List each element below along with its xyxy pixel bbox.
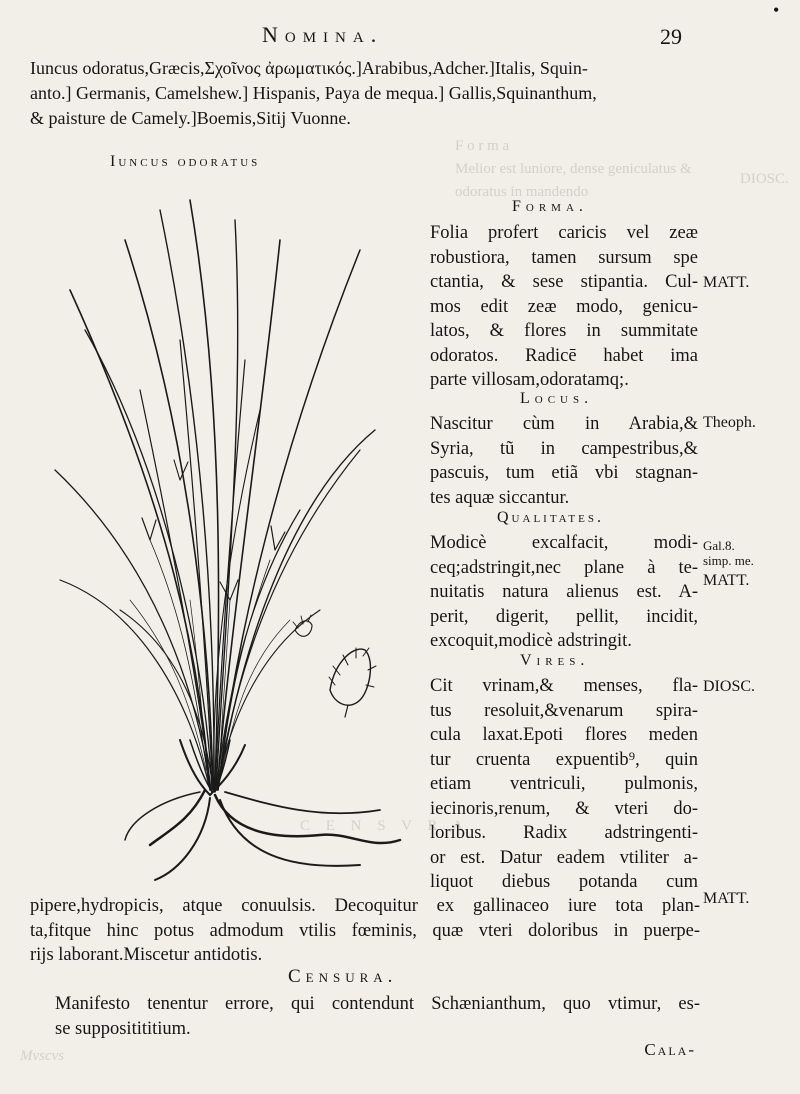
locus-line: Nascitur cùm in Arabia,& — [430, 414, 698, 434]
vires-line: liquot diebus potanda cum — [430, 872, 698, 892]
page-number: 29 — [660, 24, 682, 49]
locus-line: pascuis, tum etiã vbi stagnan- — [430, 463, 698, 483]
names-line: Iuncus odoratus,Græcis,Σχοῖνος ἀρωματικός.]Arabibus,Adcher.]Italis, Squin- — [30, 58, 588, 78]
figure-caption: Iuncus odoratus — [110, 153, 261, 170]
vires-continued-text — [30, 894, 700, 968]
heading-vires: Vires. — [520, 652, 590, 669]
locus-text — [430, 412, 698, 510]
vires-line: or est. Datur eadem vtiliter a- — [430, 847, 698, 868]
censura-text — [55, 992, 700, 1041]
heading-locus: Locus. — [520, 390, 594, 407]
vires-line: Cit vrinam,& menses, fla- — [430, 676, 698, 696]
forma-line: Folia profert caricis vel zeæ — [430, 223, 698, 243]
margin-note-gal-line: simp. me. — [703, 553, 754, 568]
margin-note-matt: MATT. — [703, 890, 750, 907]
heading-censura: Censura. — [288, 966, 398, 987]
names-line: & paisture de Camely.]Boemis,Sitij Vuonne. — [30, 108, 351, 128]
bleed-through-text: C E N S V R A — [300, 818, 470, 834]
qualitates-text — [430, 531, 698, 654]
margin-note-gal-line: Gal.8. — [703, 538, 735, 553]
margin-note-diosc: DIOSC. — [703, 678, 756, 695]
qualitates-line: ceq;adstringit,nec plane à te- — [430, 557, 698, 578]
forma-line: latos, & flores in summitate — [430, 321, 698, 341]
qualitates-line: perit, digerit, pellit, incidit, — [430, 606, 698, 627]
names-paragraph — [30, 56, 720, 131]
vires-line: tur cruenta expuentib⁹, quin — [430, 749, 698, 770]
vires-line: etiam ventriculi, pulmonis, — [430, 774, 698, 794]
forma-line: ctantia, & sese stipantia. Cul- — [430, 272, 698, 292]
forma-line: odoratos. Radicē habet ima — [430, 345, 698, 366]
margin-note-matt: MATT. — [703, 274, 750, 291]
catchword: Cala- — [644, 1040, 696, 1059]
plant-woodcut-illustration — [30, 180, 450, 900]
vires-full-line: pipere,hydropicis, atque conuulsis. Decoquitur ex gallinaceo iure tota plan- — [30, 896, 700, 916]
heading-qualitates: Qualitates. — [497, 509, 604, 526]
vires-line: iecinoris,renum, & vteri do- — [430, 798, 698, 819]
margin-note-matt: MATT. — [703, 572, 750, 589]
heading-forma: Forma. — [512, 198, 588, 215]
censura-line: se suppositititium. — [55, 1018, 191, 1039]
bleed-through-text: F o r m a Melior est luniore, dense geniculatus & odoratus in mandendo — [455, 138, 692, 200]
locus-line: tes aquæ siccantur. — [430, 487, 570, 508]
forma-text — [430, 221, 698, 393]
qualitates-line: nuitatis natura alienus est. A- — [430, 582, 698, 602]
forma-line: parte villosam,odoratamq;. — [430, 370, 629, 390]
censura-line: Manifesto tenentur errore, qui contendunt Schænianthum, quo vtimur, es- — [55, 994, 700, 1014]
vires-text — [430, 674, 698, 895]
qualitates-line: Modicè excalfacit, modi- — [430, 533, 698, 553]
vires-full-line: rijs laborant.Miscetur antidotis. — [30, 945, 263, 965]
forma-line: robustiora, tamen sursum spe — [430, 247, 698, 268]
page-mark: • — [773, 0, 780, 20]
running-header: Nomina. — [262, 22, 384, 47]
bleed-through-text: DIOSC. — [740, 171, 789, 187]
vires-full-line: ta,fitque hinc potus admodum vtilis fœminis, quæ vteri doloribus in puerpe- — [30, 920, 700, 941]
margin-note-gal — [703, 538, 754, 568]
bleed-through-text: Mvscvs — [20, 1048, 65, 1064]
vires-line: tus resoluit,&venarum spira- — [430, 700, 698, 721]
locus-line: Syria, tũ in campestribus,& — [430, 438, 698, 459]
vires-line: loribus. Radix adstringenti- — [430, 823, 698, 843]
qualitates-line: excoquit,modicè adstringit. — [430, 631, 632, 651]
names-line: anto.] Germanis, Camelshew.] Hispanis, Paya de mequa.] Gallis,Squinanthum, — [30, 83, 597, 103]
vires-line: cula laxat.Epoti flores meden — [430, 725, 698, 745]
forma-line: mos edit zeæ modo, genicu- — [430, 296, 698, 317]
margin-note-theoph: Theoph. — [703, 414, 756, 431]
